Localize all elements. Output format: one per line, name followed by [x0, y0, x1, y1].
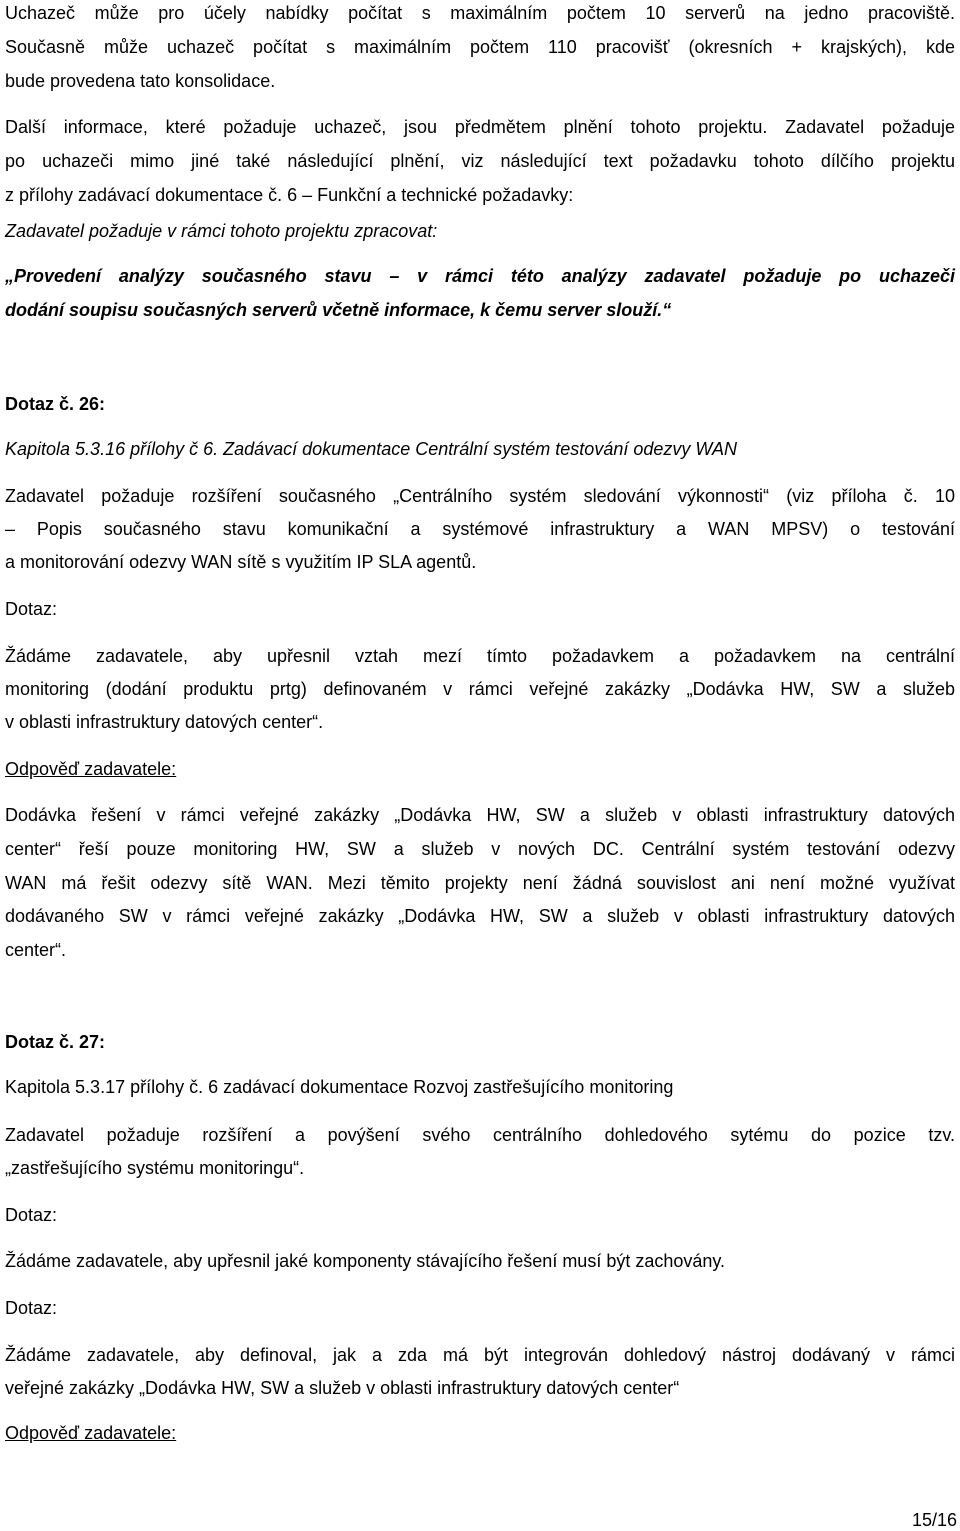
requirement-lead: Zadavatel požaduje v rámci tohoto projektu zpracovat:: [5, 221, 438, 241]
requirement-line-1: „Provedení analýzy současného stavu – v rámci této analýzy zadavatel požaduje po uchazeči: [5, 266, 955, 286]
intro-line-2: Současně může uchazeč počítat s maximálním počtem 110 pracovišť (okresních + krajských), kde: [5, 37, 955, 57]
q27-question2-label: Dotaz:: [5, 1298, 58, 1318]
q27-chapter: Kapitola 5.3.17 přílohy č. 6 zadávací dokumentace Rozvoj zastřešujícího monitoring: [5, 1077, 674, 1097]
q27-heading: Dotaz č. 27:: [5, 1032, 106, 1052]
info-line-3: z přílohy zadávací dokumentace č. 6 – Funkční a technické požadavky:: [5, 185, 574, 205]
q26-chapter: Kapitola 5.3.16 přílohy č 6. Zadávací dokumentace Centrální systém testování odezvy WAN: [5, 439, 738, 459]
q26-question-line-1: Žádáme zadavatele, aby upřesnil vztah mezí tímto požadavkem a požadavkem na centrální: [5, 646, 955, 666]
q26-context-line-3: a monitorování odezvy WAN sítě s využitím IP SLA agentů.: [5, 552, 477, 572]
q27-question1-text: Žádáme zadavatele, aby upřesnil jaké komponenty stávajícího řešení musí být zachovány.: [5, 1251, 726, 1271]
q26-question-line-3: v oblasti infrastruktury datových center“.: [5, 712, 324, 732]
q26-answer-line-5: center“.: [5, 940, 67, 960]
q26-question-line-2: monitoring (dodání produktu prtg) definovaném v rámci veřejné zakázky „Dodávka HW, SW a služeb: [5, 679, 955, 699]
q26-answer-line-4: dodávaného SW v rámci veřejné zakázky „Dodávka HW, SW a služeb v oblasti infrastruktury datových: [5, 906, 955, 926]
intro-line-1: Uchazeč může pro účely nabídky počítat s maximálním počtem 10 serverů na jedno pracoviště.: [5, 3, 955, 23]
q26-answer-line-2: center“ řeší pouze monitoring HW, SW a služeb v nových DC. Centrální systém testování odezvy: [5, 839, 955, 859]
q27-question1-label: Dotaz:: [5, 1205, 58, 1225]
q27-context-line-1: Zadavatel požaduje rozšíření a povýšení svého centrálního dohledového sytému do pozice tzv.: [5, 1125, 955, 1145]
q27-answer-label: Odpověď zadavatele:: [5, 1423, 177, 1443]
intro-line-3: bude provedena tato konsolidace.: [5, 71, 276, 91]
page-number: 15/16: [911, 1510, 957, 1530]
q26-question-label: Dotaz:: [5, 599, 58, 619]
q26-heading: Dotaz č. 26:: [5, 394, 106, 414]
q27-question2-line-2: veřejné zakázky „Dodávka HW, SW a služeb v oblasti infrastruktury datových center“: [5, 1378, 680, 1398]
q26-answer-line-3: WAN má řešit odezvy sítě WAN. Mezi těmito projekty není žádná souvislost ani není možné využívat: [5, 873, 955, 893]
q26-context-line-2: – Popis současného stavu komunikační a systémové infrastruktury a WAN MPSV) o testování: [5, 519, 955, 539]
info-line-1: Další informace, které požaduje uchazeč, jsou předmětem plnění tohoto projektu. Zadavatel požaduje: [5, 117, 955, 137]
q27-context-line-2: „zastřešujícího systému monitoringu“.: [5, 1158, 305, 1178]
q26-answer-line-1: Dodávka řešení v rámci veřejné zakázky „Dodávka HW, SW a služeb v oblasti infrastruktury datových: [5, 805, 955, 825]
requirement-line-2: dodání soupisu současných serverů včetně informace, k čemu server slouží.“: [5, 300, 672, 320]
q26-answer-label: Odpověď zadavatele:: [5, 759, 177, 779]
q26-context-line-1: Zadavatel požaduje rozšíření současného „Centrálního systém sledování výkonnosti“ (viz příloha č. 10: [5, 486, 955, 506]
info-line-2: po uchazeči mimo jiné také následující plnění, viz následující text požadavku tohoto dílčího projektu: [5, 151, 955, 171]
q27-question2-line-1: Žádáme zadavatele, aby definoval, jak a zda má být integrován dohledový nástroj dodávaný v rámci: [5, 1345, 955, 1365]
